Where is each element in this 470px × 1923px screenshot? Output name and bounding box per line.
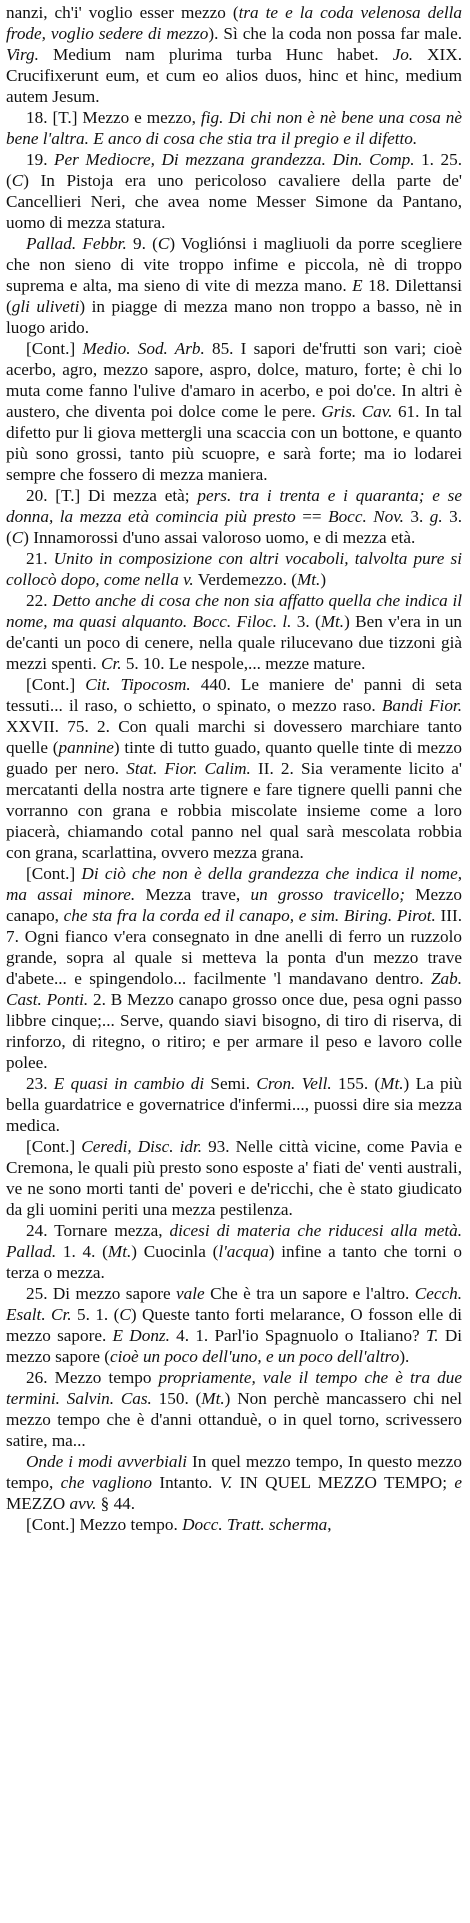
dictionary-entry-text xyxy=(6,2,462,1535)
entry-paragraph xyxy=(6,485,462,548)
italic-text: gli uliveti xyxy=(11,297,80,316)
entry-paragraph xyxy=(6,1136,462,1220)
italic-text: dicesi di materia che riducesi alla metà. Pallad. xyxy=(6,1221,462,1261)
italic-text: T. xyxy=(425,1326,439,1345)
text-run: Verdemezzo. ( xyxy=(193,570,297,589)
text-run: ). xyxy=(399,1347,410,1366)
text-run: 5. 10. Le nespole,... mezze mature. xyxy=(121,654,366,673)
italic-text: un grosso travicello; xyxy=(250,885,405,904)
text-run: ) Queste tanto forti melarance, O fosson elle di mezzo sapore. xyxy=(6,1305,462,1345)
text-run: ) Vogliónsi i magliuoli da porre scegliere che non sieno di vite troppo infime e piccola, nè di troppo suprema e alta, ma sieno di vite di mezza mano. xyxy=(6,234,462,295)
text-run: ) Innamorossi d'uno assai valoroso uomo, e di mezza età. xyxy=(23,528,416,547)
text-run: [Cont.] xyxy=(26,339,83,358)
text-run: 18. Dilettansi ( xyxy=(6,276,462,316)
italic-text: Cr. xyxy=(100,654,122,673)
italic-text: V. xyxy=(219,1473,233,1492)
italic-text: Pallad. Febbr. xyxy=(26,234,127,253)
italic-text: E quasi in cambio di xyxy=(53,1074,205,1093)
text-run: [Cont.] xyxy=(26,1137,82,1156)
text-run: 25. Di mezzo sapore xyxy=(26,1284,177,1303)
text-run: 22. xyxy=(26,591,53,610)
italic-text: cioè un poco dell'uno, e un poco dell'altro xyxy=(110,1347,400,1366)
text-run: 3. ( xyxy=(6,507,462,547)
text-run: 61. In tal difetto pur li giova mettergli una scaccia con un bottone, e quanto più sono grossi, tanto più scuopre, e sarà forte; ma io lodarei sempre che fossero di mezza maniera. xyxy=(6,402,462,484)
italic-text: vale xyxy=(176,1284,205,1303)
text-run: Intanto. xyxy=(152,1473,220,1492)
text-run: 26. Mezzo tempo xyxy=(26,1368,159,1387)
text-run: nanzi, ch'i' voglio esser mezzo ( xyxy=(6,3,239,22)
entry-paragraph xyxy=(6,1073,462,1136)
italic-text: Bandi Fior. xyxy=(381,696,462,715)
entry-paragraph xyxy=(6,1451,462,1514)
text-run: MEZZO xyxy=(6,1494,70,1513)
text-run: ) Ben v'era in un de'canti un poco di cenere, nella quale rilucevano due tizzoni già mezzi spenti. xyxy=(6,612,463,673)
italic-text: Virg. xyxy=(6,45,39,64)
italic-text: e xyxy=(454,1473,463,1492)
italic-text: C xyxy=(11,171,24,190)
text-run: IN QUEL MEZZO TEMPO; xyxy=(232,1473,455,1492)
text-run: Mezza trave, xyxy=(135,885,251,904)
italic-text: Bocc. Nov. xyxy=(328,507,404,526)
text-run: 24. Tornare mezza, xyxy=(26,1221,170,1240)
italic-text: Cit. Tipocosm. xyxy=(85,675,191,694)
italic-text: Di ciò che non è della grandezza che indica il nome, ma assai minore. xyxy=(6,864,462,904)
text-run: 18. [T.] Mezzo e mezzo, xyxy=(26,108,201,127)
text-run: 21. xyxy=(26,549,54,568)
entry-paragraph xyxy=(6,1220,462,1283)
italic-text: l. xyxy=(282,612,292,631)
text-run: [Cont.] Mezzo tempo. xyxy=(26,1515,183,1534)
italic-text: Mt. xyxy=(320,612,345,631)
text-run: Semi. xyxy=(204,1074,257,1093)
text-run: In quel mezzo tempo, In questo mezzo tempo, xyxy=(6,1452,462,1492)
text-run: 85. I sapori de'frutti son vari; cioè acerbo, agro, mezzo sapore, aspro, dolce, maturo, forte; è chi lo muta come fanno l'ulive d'amaro in acerbo, e poi do'ce. In altri è austero, che diventa poi dolce come le pere. xyxy=(6,339,462,421)
italic-text: tra te e la coda velenosa della frode, voglio sedere di mezzo xyxy=(6,3,462,43)
italic-text: Docc. Tratt. scherma xyxy=(182,1515,328,1534)
italic-text: fig. Di chi non è nè bene una cosa nè bene l'altra. E anco di cosa che stia tra il pregio e il difetto. xyxy=(6,108,462,148)
text-run: 9. ( xyxy=(126,234,158,253)
text-run: XXVII. 75. 2. Con quali marchi si dovessero marchiare tanto quelle ( xyxy=(6,717,462,757)
text-run: ) xyxy=(320,570,327,589)
italic-text: Mt. xyxy=(201,1389,225,1408)
italic-text: Cecch. Esalt. Cr. xyxy=(6,1284,462,1324)
text-run: , xyxy=(327,1515,332,1534)
italic-text: C xyxy=(157,234,170,253)
italic-text: Zab. Cast. Ponti. xyxy=(6,969,462,1009)
text-run: § 44. xyxy=(96,1494,136,1513)
italic-text: Stat. Fior. Calim. xyxy=(126,759,251,778)
text-run: ) In Pistoja era uno pericoloso cavaliere della parte de' Cancellieri Neri, che avea nome Messer Simone da Pantano, uomo di mezza statura. xyxy=(6,171,462,232)
entry-paragraph xyxy=(6,2,462,107)
italic-text: pannine xyxy=(58,738,114,757)
text-run: III. 7. Ogni fianco v'era consegnato in dne anelli di ferro un ruzzolo grande, sopra al quale si metteva la ponta d'un mezzo trave d'abete... e spingendolo... facilmente 'l mandavano dentro. xyxy=(6,906,463,988)
italic-text: Unito in composizione con altri vocaboli, talvolta pure si collocò dopo, come nella v. xyxy=(6,549,462,589)
italic-text: Per Mediocre, Di mezzana grandezza. Din. Comp. xyxy=(54,150,415,169)
text-run: 5. 1. ( xyxy=(71,1305,120,1324)
italic-text: che vagliono xyxy=(60,1473,152,1492)
text-run: 1. 25. ( xyxy=(6,150,463,190)
entry-paragraph xyxy=(6,548,462,590)
text-run: 3. xyxy=(403,507,430,526)
text-run: XIX. Crucifixerunt eum, et cum eo alios duos, hinc et hinc, medium autem Jesum. xyxy=(6,45,462,106)
entry-paragraph xyxy=(6,1283,462,1367)
entry-paragraph xyxy=(6,1367,462,1451)
entry-paragraph xyxy=(6,590,462,674)
text-run: 3. ( xyxy=(291,612,321,631)
italic-text: propriamente, vale il tempo che è tra due termini. Salvin. Cas. xyxy=(6,1368,462,1408)
text-run: Mezzo canapo, xyxy=(6,885,463,925)
italic-text: Mt. xyxy=(380,1074,404,1093)
text-run: [Cont.] xyxy=(26,675,86,694)
italic-text: avv. xyxy=(69,1494,97,1513)
text-run: 19. xyxy=(26,150,55,169)
text-run: 4. 1. Parl'io Spagnuolo o Italiano? xyxy=(169,1326,426,1345)
text-run: ). Sì che la coda non possa far male. xyxy=(208,24,463,43)
entry-paragraph xyxy=(6,1514,462,1535)
entry-paragraph xyxy=(6,674,462,863)
text-run: 23. xyxy=(26,1074,54,1093)
italic-text: Mt. xyxy=(296,570,321,589)
text-run: Di mezzo sapore ( xyxy=(6,1326,462,1366)
italic-text: Mt. xyxy=(107,1242,132,1261)
italic-text: C xyxy=(119,1305,131,1324)
text-run: [Cont.] xyxy=(26,864,82,883)
text-run: 2. B Mezzo canapo grosso once due, pesa ogni passo libbre cinque;... Serve, quando siavi bisogno, di tiro di riserva, di rinforzo, di ritegno, o ritiro; e per armare il peso e lavoro colle polee. xyxy=(6,990,462,1072)
italic-text: Jo. xyxy=(392,45,414,64)
italic-text: C xyxy=(11,528,24,547)
italic-text: l'acqua xyxy=(218,1242,269,1261)
entry-paragraph xyxy=(6,107,462,149)
entry-paragraph xyxy=(6,149,462,233)
text-run: ) tinte di tutto guado, quanto quelle tinte di mezzo guado per nero. xyxy=(6,738,462,778)
italic-text: Cron. Vell. xyxy=(256,1074,332,1093)
text-run: Medium nam plurima turba Hunc habet. xyxy=(38,45,393,64)
text-run: II. 2. Sia veramente licito a' mercatanti della nostra arte tignere e fare tignere quelli panni che vorranno con grana e robbia miscolate insieme come a loro piacerà, chiamando cotal panno nel qual sarà mescolata robbia con grana, scarlattina, ovvero mezza grana. xyxy=(6,759,462,862)
text-run: 1. 4. ( xyxy=(56,1242,108,1261)
entry-paragraph xyxy=(6,338,462,485)
text-run: 93. Nelle città vicine, come Pavia e Cremona, le quali più presto sono esposte a' fiati de' venti australi, ve ne sono morti tanti de' poveri e de'ricchi, che è stato giudicato da gli uomini periti una mezza pestilenza. xyxy=(6,1137,463,1219)
italic-text: Medio. Sod. Arb. xyxy=(82,339,205,358)
entry-paragraph xyxy=(6,233,462,338)
text-run: ) Cuocinla ( xyxy=(131,1242,219,1261)
text-run: 20. [T.] Di mezza età; xyxy=(26,486,198,505)
text-run: ) La più bella guardatrice e governatrice d'infermi..., puossi dire sia mezza medica. xyxy=(6,1074,462,1135)
text-run: ) Non perchè mancassero chi nel mezzo tempo che è d'anni ottanduè, o in quel torno, scrivessero satire, ma... xyxy=(6,1389,462,1450)
italic-text: E xyxy=(352,276,363,295)
italic-text: Ceredi, Disc. idr. xyxy=(81,1137,203,1156)
italic-text: E Donz. xyxy=(112,1326,170,1345)
text-run: == xyxy=(295,507,329,526)
italic-text: pers. tra i trenta e i quaranta; e se donna, la mezza età comincia più presto xyxy=(6,486,462,526)
text-run: Che è tra un sapore e l'altro. xyxy=(204,1284,415,1303)
italic-text: Gris. Cav. xyxy=(321,402,393,421)
text-run: 155. ( xyxy=(331,1074,381,1093)
italic-text: Onde i modi avverbiali xyxy=(26,1452,188,1471)
text-run: 440. Le maniere de' panni di seta tessuti... il raso, o schietto, o spinato, o mezzo raso. xyxy=(6,675,463,715)
entry-paragraph xyxy=(6,863,462,1073)
italic-text: che sta fra la corda ed il canapo, e sim. Biring. Pirot. xyxy=(63,906,436,925)
text-run: 150. ( xyxy=(151,1389,202,1408)
text-run: ) in piagge di mezza mano non troppo a basso, nè in luogo arido. xyxy=(6,297,462,337)
text-run: ) infine a tanto che torni o terza o mezza. xyxy=(6,1242,462,1282)
italic-text: Detto anche di cosa che non sia affatto quella che indica il nome, ma quasi alquanto. Bocc. Filoc. xyxy=(6,591,463,631)
italic-text: g. xyxy=(429,507,443,526)
